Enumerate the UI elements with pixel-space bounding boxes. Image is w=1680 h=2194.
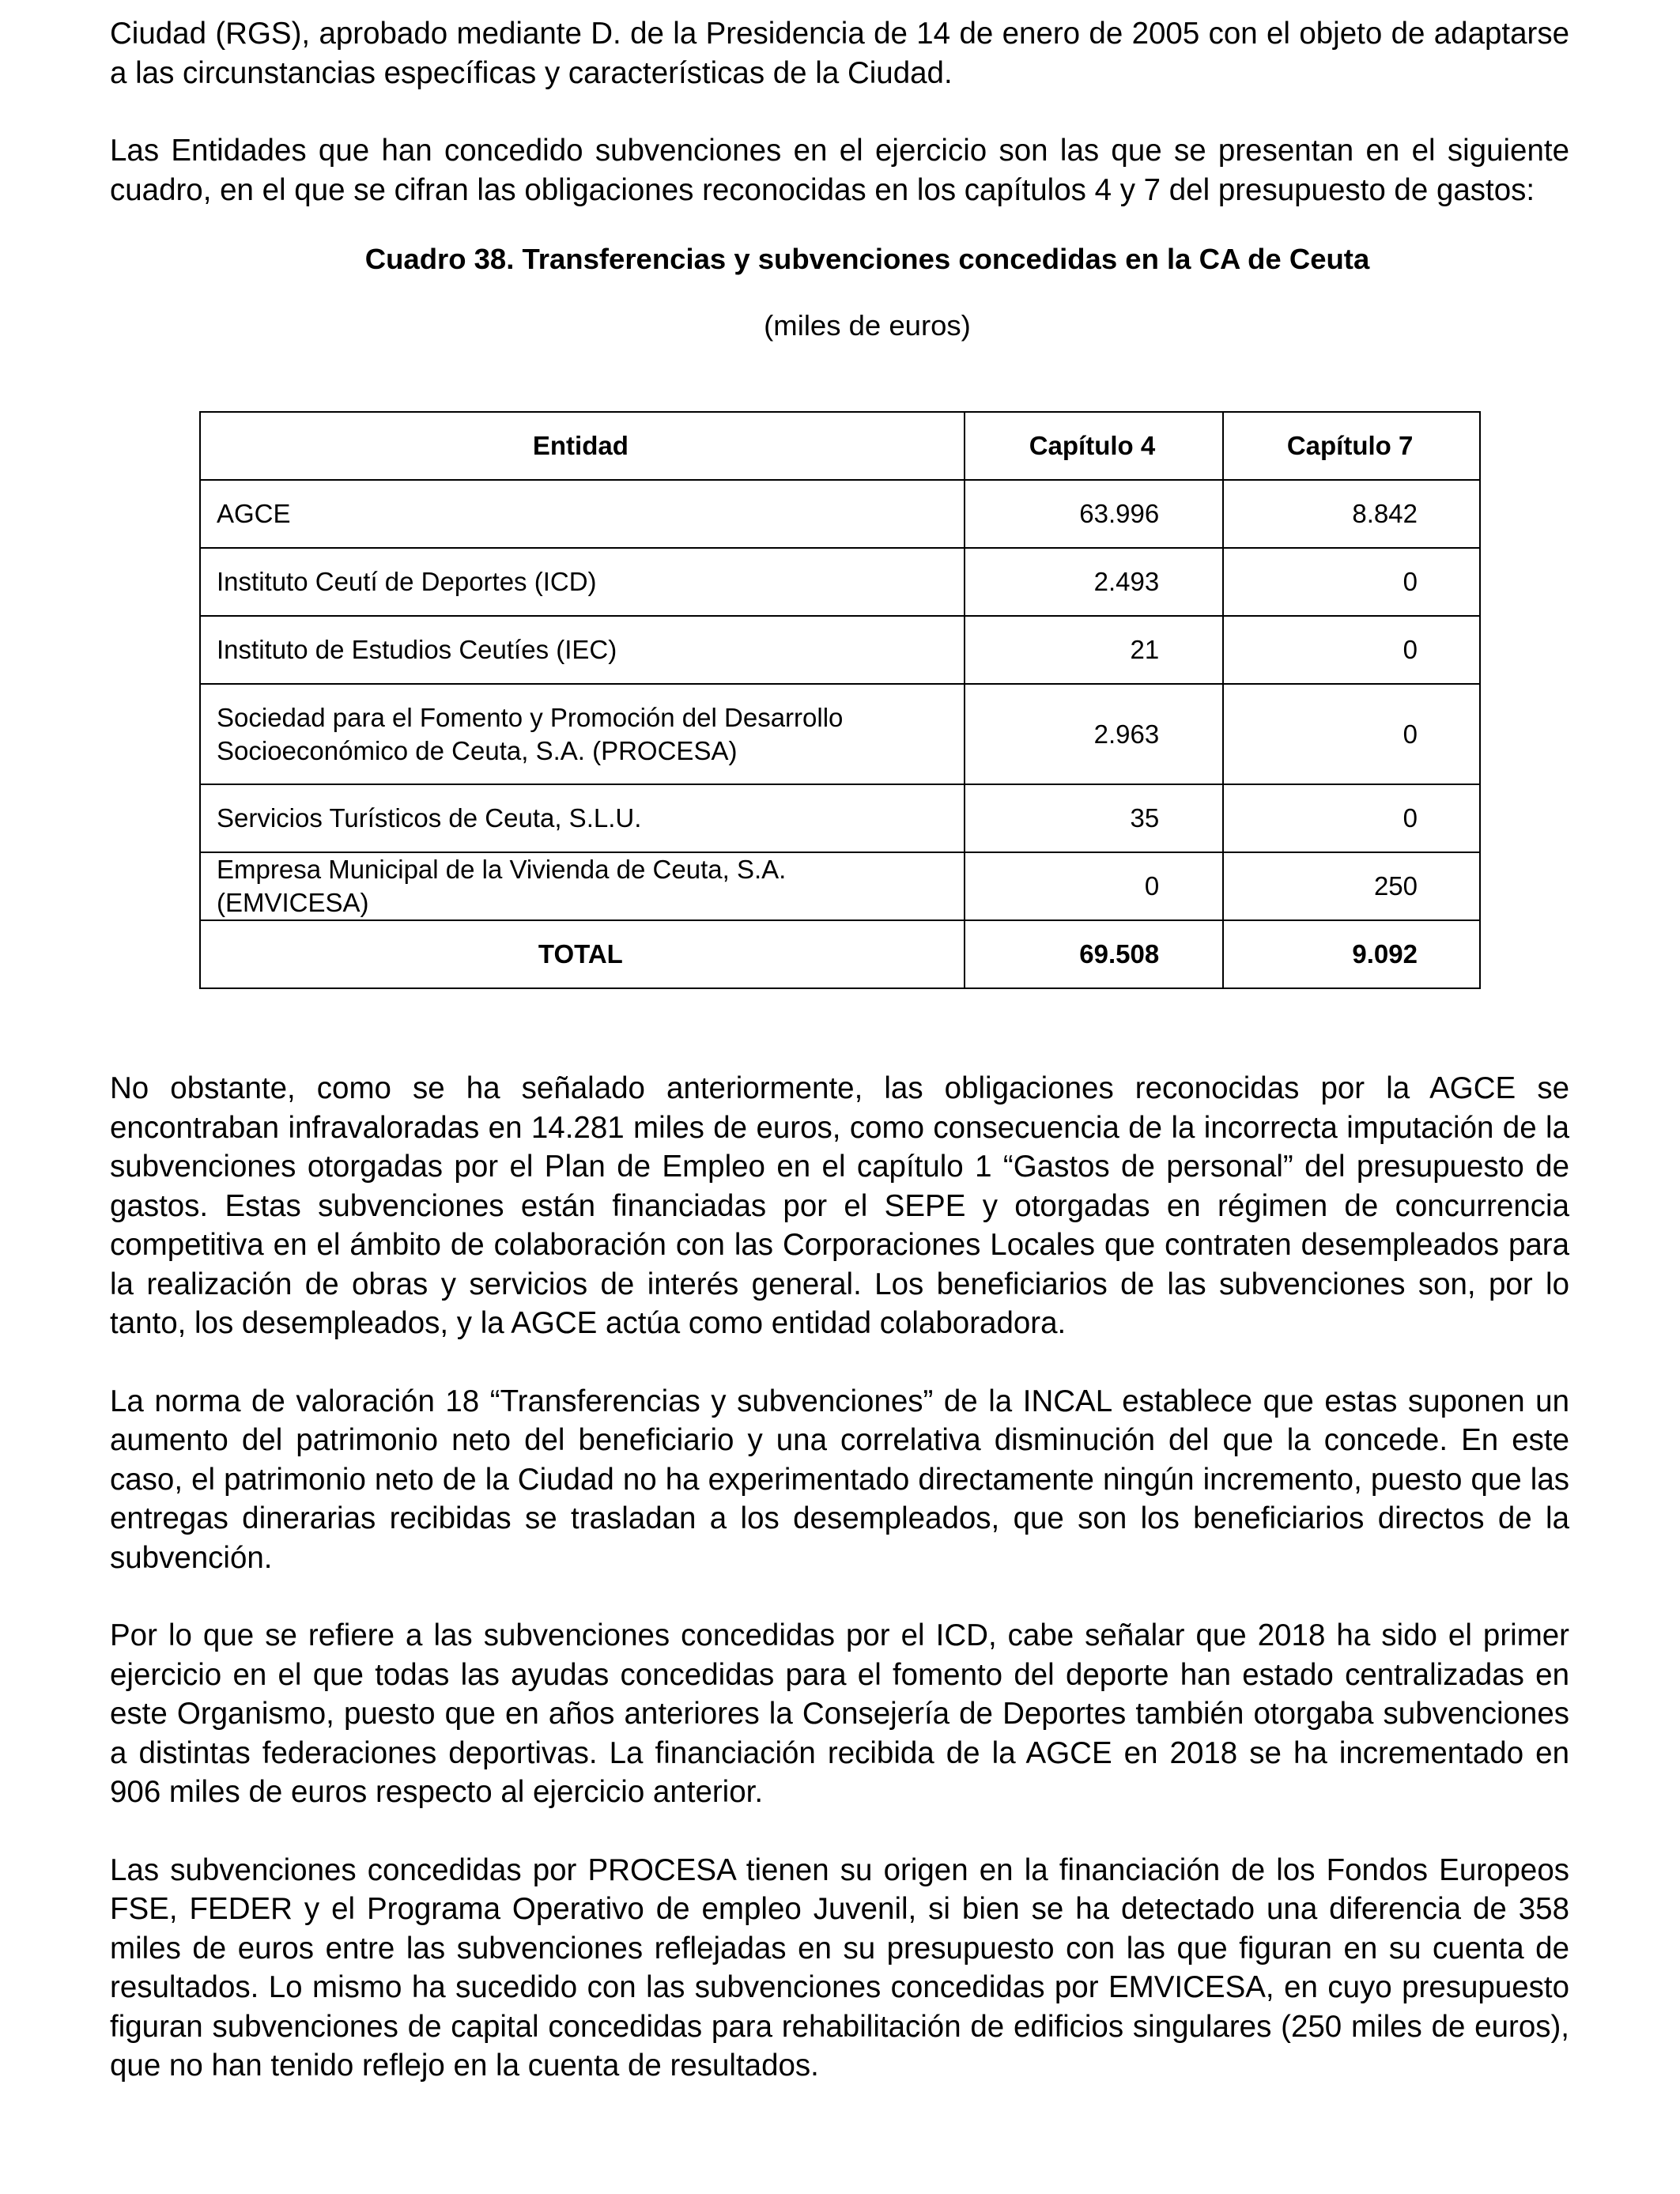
cell-capitulo-4: 35 bbox=[965, 784, 1223, 852]
cell-entidad: Empresa Municipal de la Vivienda de Ceuta, S.A. (EMVICESA) bbox=[200, 852, 965, 920]
cell-capitulo-7: 0 bbox=[1223, 548, 1480, 616]
cell-capitulo-4: 0 bbox=[965, 852, 1223, 920]
table-row bbox=[200, 784, 1480, 852]
paragraph-norma-valoracion: La norma de valoración 18 “Transferencias y subvenciones” de la INCAL establece que estas suponen un aumento del patrimonio neto del beneficiario y una correlativa disminución del que la concede. En este caso, el patrimonio neto de la Ciudad no ha experimentado directamente ningún incremento, puesto que las entregas dinerarias recibidas se trasladan a los desempleados, que son los beneficiarios directos de la subvención. bbox=[110, 1384, 1569, 1575]
table-caption: Cuadro 38. Transferencias y subvenciones concedidas en la CA de Ceuta bbox=[364, 243, 1370, 275]
paragraph-intro-1: Ciudad (RGS), aprobado mediante D. de la Presidencia de 14 de enero de 2005 con el objeto de adaptarse a las circunstancias específicas y características de la Ciudad. bbox=[110, 17, 1569, 90]
cell-entidad-line-2: Socioeconómico de Ceuta, S.A. (PROCESA) bbox=[217, 735, 738, 765]
cell-capitulo-4: 21 bbox=[965, 616, 1223, 684]
cell-total-capitulo-7: 9.092 bbox=[1223, 920, 1480, 988]
document-page-top bbox=[110, 14, 1569, 345]
cell-entidad: AGCE bbox=[200, 480, 965, 548]
paragraph-agce: No obstante, como se ha señalado anteriormente, las obligaciones reconocidas por la AGCE se encontraban infravaloradas en 14.281 miles de euros, como consecuencia de la incorrecta imputación de la subvenciones otorgadas por el Plan de Empleo en el capítulo 1 “Gastos de personal” del presupuesto de gastos. Estas subvenciones están financiadas por el SEPE y otorgadas en régimen de concurrencia competitiva en el ámbito de colaboración con las Corporaciones Locales que contraten desempleados para la realización de obras y servicios de interés general. Los beneficiarios de las subvenciones son, por lo tanto, los desempleados, y la AGCE actúa como entidad colaboradora. bbox=[110, 1071, 1569, 1340]
paragraph-icd: Por lo que se refiere a las subvenciones concedidas por el ICD, cabe señalar que 2018 ha sido el primer ejercicio en el que todas las ayudas concedidas para el fomento del deporte han estado centralizadas en este Organismo, puesto que en años anteriores la Consejería de Deportes también otorgaba subvenciones a distintas federaciones deportivas. La financiación recibida de la AGCE en 2018 se ha incrementado en 906 miles de euros respecto al ejercicio anterior. bbox=[110, 1618, 1569, 1809]
table-row bbox=[200, 548, 1480, 616]
table-row bbox=[200, 852, 1480, 920]
header-entidad: Entidad bbox=[200, 412, 965, 480]
cell-entidad-line-1: Sociedad para el Fomento y Promoción del Desarrollo bbox=[217, 702, 844, 732]
table-row bbox=[200, 480, 1480, 548]
paragraph-intro-2: Las Entidades que han concedido subvenciones en el ejercicio son las que se presentan en el siguiente cuadro, en el que se cifran las obligaciones reconocidas en los capítulos 4 y 7 del presupuesto de gastos: bbox=[110, 134, 1569, 207]
cell-capitulo-7: 0 bbox=[1223, 616, 1480, 684]
table-row bbox=[200, 684, 1480, 784]
cell-entidad: Servicios Turísticos de Ceuta, S.L.U. bbox=[200, 784, 965, 852]
table-header-row bbox=[200, 412, 1480, 480]
document-page-body bbox=[110, 1069, 1569, 2086]
paragraph-procesa: Las subvenciones concedidas por PROCESA tienen su origen en la financiación de los Fondos Europeos FSE, FEDER y el Programa Operativo de empleo Juvenil, si bien se ha detectado una diferencia de 358 miles de euros entre las subvenciones reflejadas en su presupuesto con las que figuran en su cuenta de resultados. Lo mismo ha sucedido con las subvenciones concedidas por EMVICESA, en cuyo presupuesto figuran subvenciones de capital concedidas para rehabilitación de edificios singulares (250 miles de euros), que no han tenido reflejo en la cuenta de resultados. bbox=[110, 1852, 1569, 2083]
cell-capitulo-7: 250 bbox=[1223, 852, 1480, 920]
cell-capitulo-7: 0 bbox=[1223, 784, 1480, 852]
cell-capitulo-7: 8.842 bbox=[1223, 480, 1480, 548]
cell-total-capitulo-4: 69.508 bbox=[965, 920, 1223, 988]
header-capitulo-7: Capítulo 7 bbox=[1223, 412, 1480, 480]
table-row bbox=[200, 616, 1480, 684]
cell-capitulo-4: 2.493 bbox=[965, 548, 1223, 616]
cell-capitulo-4: 63.996 bbox=[965, 480, 1223, 548]
table-total-row bbox=[200, 920, 1480, 988]
cell-entidad bbox=[200, 684, 965, 784]
subsidies-table bbox=[199, 411, 1481, 989]
cell-entidad: Instituto Ceutí de Deportes (ICD) bbox=[200, 548, 965, 616]
cell-capitulo-7: 0 bbox=[1223, 684, 1480, 784]
header-capitulo-4: Capítulo 4 bbox=[965, 412, 1223, 480]
cell-entidad: Instituto de Estudios Ceutíes (IEC) bbox=[200, 616, 965, 684]
cell-capitulo-4: 2.963 bbox=[965, 684, 1223, 784]
table-units: (miles de euros) bbox=[764, 309, 971, 342]
cell-total-label: TOTAL bbox=[200, 920, 965, 988]
